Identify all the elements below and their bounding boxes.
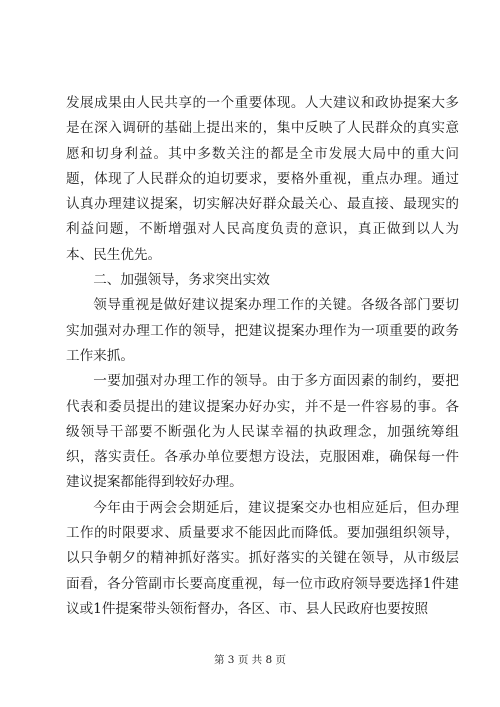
document-body [66, 91, 459, 622]
paragraph-3: 一要加强对办理工作的领导。由于多方面因素的制约，要把代表和委员提出的建议提案办好办实，并不是一件容易的事。各级领导干部要不断强化为人民谋幸福的执政理念，加强统筹组织，落实责任。各承办单位要想方设法，克服困难，确保每一件建议提案都能得到较好办理。 [66, 373, 459, 491]
section-heading: 二、加强领导，务求突出实效 [93, 272, 270, 289]
paragraph-2: 领导重视是做好建议提案办理工作的关键。各级各部门要切实加强对办理工作的领导，把建议提案办理作为一项重要的政务工作来抓。 [66, 297, 459, 364]
paragraph-4: 今年由于两会会期延后，建议提案交办也相应延后，但办理工作的时限要求、质量要求不能因此而降低。要加强组织领导，以只争朝夕的精神抓好落实。抓好落实的关键在领导，从市级层面看，各分管副市长要高度重视，每一位市政府领导要选择1件建议或1件提案带头领衔督办，各区、市、县人民政府也要按照 [66, 499, 459, 617]
paragraph-1: 发展成果由人民共享的一个重要体现。人大建议和政协提案大多是在深入调研的基础上提出来的，集中反映了人民群众的真实意愿和切身利益。其中多数关注的都是全市发展大局中的重大问题，体现了人民群众的迫切要求，要格外重视，重点办理。通过认真办理建议提案，切实解决好群众最关心、最直接、最现实的利益问题，不断增强对人民高度负责的意识，真正做到以人为本、民生优先。 [66, 95, 459, 263]
page-footer: 第 3 页 共 8 页 [213, 654, 287, 666]
